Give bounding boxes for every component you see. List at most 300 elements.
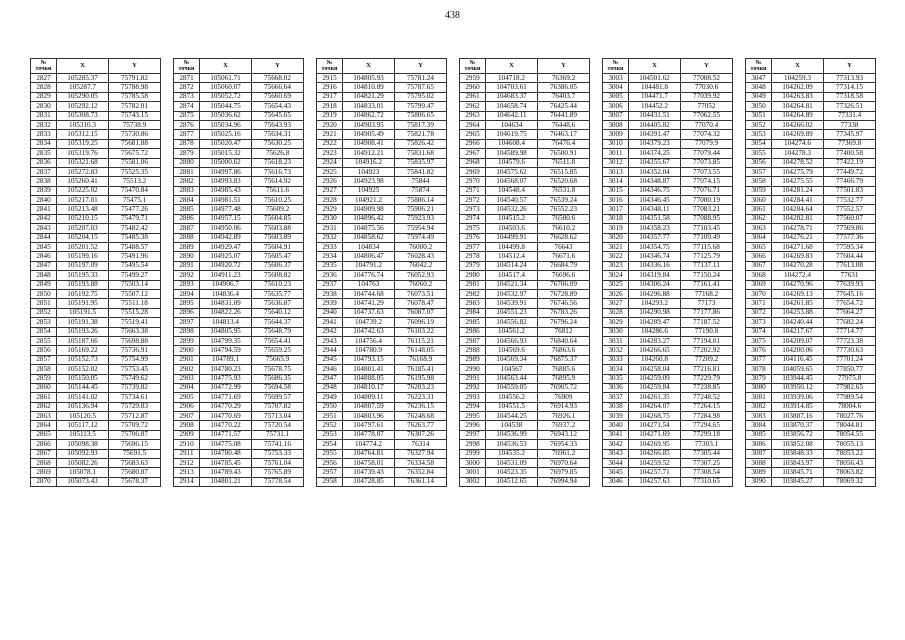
header-num-symbol: № (469, 59, 476, 66)
table-row (174, 158, 304, 167)
point-number-cell: 3088 (746, 459, 772, 468)
y-coordinate-cell: 75713.04 (252, 412, 304, 421)
point-number-cell: 2991 (460, 374, 486, 383)
point-number-cell: 2915 (317, 74, 343, 83)
table-row (31, 158, 161, 167)
y-coordinate-cell: 76476.4 (538, 139, 590, 148)
point-number-cell: 2963 (460, 111, 486, 120)
x-coordinate-cell: 105152.02 (57, 365, 109, 374)
table-row (31, 83, 161, 92)
point-number-cell: 2945 (317, 355, 343, 364)
x-coordinate-cell: 104756.4 (343, 336, 395, 345)
y-coordinate-cell: 75709.72 (109, 421, 161, 430)
point-number-cell: 2908 (174, 421, 200, 430)
x-coordinate-cell: 104775.93 (200, 374, 252, 383)
y-coordinate-cell: 75515.28 (109, 308, 161, 317)
table-row (746, 111, 876, 120)
table-row (174, 139, 304, 148)
table-row (603, 477, 733, 486)
point-number-cell: 3044 (603, 459, 629, 468)
table-row (317, 92, 447, 101)
table-row (460, 336, 590, 345)
table-row (746, 299, 876, 308)
table-row (31, 402, 161, 411)
table-row (31, 92, 161, 101)
x-coordinate-cell: 104272.4 (772, 271, 824, 280)
x-coordinate-cell: 104271.69 (629, 430, 681, 439)
x-coordinate-cell: 104809.11 (343, 393, 395, 402)
table-row (746, 440, 876, 449)
point-number-cell: 3029 (603, 318, 629, 327)
table-row (317, 393, 447, 402)
table-row (317, 139, 447, 148)
x-coordinate-cell: 104785.45 (200, 459, 252, 468)
point-number-cell: 2833 (31, 130, 57, 139)
y-coordinate-cell: 75648.79 (252, 327, 304, 336)
table-row (746, 280, 876, 289)
point-number-cell: 2956 (317, 459, 343, 468)
y-coordinate-cell: 76352.84 (395, 468, 447, 477)
point-number-cell: 3057 (746, 167, 772, 176)
table-row (460, 111, 590, 120)
coordinate-table (459, 58, 590, 487)
point-number-cell: 2844 (31, 233, 57, 242)
table-row (746, 383, 876, 392)
point-number-cell: 2953 (317, 430, 343, 439)
y-coordinate-cell: 76905.72 (538, 383, 590, 392)
x-coordinate-cell: 104535.2 (486, 449, 538, 458)
table-row (603, 449, 733, 458)
y-coordinate-cell: 77177.86 (681, 308, 733, 317)
coordinate-tables (30, 58, 876, 626)
point-number-cell: 2967 (460, 149, 486, 158)
point-number-cell: 2938 (317, 289, 343, 298)
table-row (317, 83, 447, 92)
x-coordinate-cell: 103843.97 (772, 459, 824, 468)
y-coordinate-cell: 77173 (681, 299, 733, 308)
y-coordinate-cell: 75511.18 (109, 299, 161, 308)
point-number-cell: 3049 (746, 92, 772, 101)
table-row (31, 120, 161, 129)
x-coordinate-cell: 104563.44 (486, 374, 538, 383)
y-coordinate-cell: 77552.57 (824, 205, 876, 214)
point-number-cell: 2990 (460, 365, 486, 374)
table-row (460, 224, 590, 233)
table-row (317, 224, 447, 233)
header-num-symbol: № (612, 59, 619, 66)
point-number-cell: 2994 (460, 402, 486, 411)
x-coordinate-cell: 105210.15 (57, 214, 109, 223)
x-coordinate-cell: 104579.6 (486, 158, 538, 167)
point-number-cell: 2983 (460, 299, 486, 308)
table-row (317, 74, 447, 83)
table-row (746, 318, 876, 327)
x-coordinate-cell: 104501.62 (629, 74, 681, 83)
y-coordinate-cell: 77645.16 (824, 289, 876, 298)
table-row (174, 393, 304, 402)
table-row (317, 440, 447, 449)
x-coordinate-cell: 105000.62 (200, 158, 252, 167)
point-number-cell: 3074 (746, 327, 772, 336)
x-coordinate-cell: 104807.59 (343, 402, 395, 411)
point-number-cell: 2936 (317, 271, 343, 280)
point-number-cell: 2946 (317, 365, 343, 374)
x-coordinate-cell: 104269.83 (772, 252, 824, 261)
point-number-cell: 2930 (317, 214, 343, 223)
x-coordinate-cell: 104739.43 (343, 468, 395, 477)
x-coordinate-cell: 104776.74 (343, 271, 395, 280)
y-coordinate-cell: 75699.57 (252, 393, 304, 402)
x-coordinate-cell: 104264.81 (772, 102, 824, 111)
x-coordinate-cell: 104512.4 (486, 252, 538, 261)
x-coordinate-cell: 104240.44 (772, 318, 824, 327)
table-row (174, 271, 304, 280)
point-number-cell: 2902 (174, 365, 200, 374)
y-coordinate-cell: 75738.9 (109, 120, 161, 129)
y-coordinate-cell: 76943.12 (538, 430, 590, 439)
table-row (460, 271, 590, 280)
table-row (746, 74, 876, 83)
y-coordinate-cell: 75835.97 (395, 158, 447, 167)
point-number-cell: 3050 (746, 102, 772, 111)
y-coordinate-cell: 75826.42 (395, 139, 447, 148)
point-number-cell: 3041 (603, 430, 629, 439)
x-coordinate-cell: 103887.16 (772, 412, 824, 421)
table-row (603, 233, 733, 242)
x-coordinate-cell: 104923.98 (343, 177, 395, 186)
table-row (31, 308, 161, 317)
y-coordinate-cell: 76863.6 (538, 346, 590, 355)
y-coordinate-cell: 75666.64 (252, 83, 304, 92)
table-row (174, 318, 304, 327)
point-number-cell: 2877 (174, 130, 200, 139)
table-row (603, 177, 733, 186)
x-coordinate-cell: 104271.54 (629, 421, 681, 430)
point-number-cell: 2851 (31, 299, 57, 308)
y-coordinate-cell: 75482.42 (109, 224, 161, 233)
y-coordinate-cell: 75778.54 (252, 477, 304, 486)
table-header-row (317, 59, 447, 74)
y-coordinate-cell: 75678.75 (252, 365, 304, 374)
header-num-symbol: № (183, 59, 190, 66)
x-coordinate-cell: 105213.48 (57, 205, 109, 214)
table-row (603, 252, 733, 261)
point-number-cell: 3030 (603, 327, 629, 336)
y-coordinate-cell: 76441.89 (538, 111, 590, 120)
table-header-row (746, 59, 876, 74)
point-number-cell: 3027 (603, 299, 629, 308)
y-coordinate-cell: 75874 (395, 186, 447, 195)
point-number-cell: 3085 (746, 430, 772, 439)
x-coordinate-cell: 104431.51 (629, 111, 681, 120)
y-header: Y (824, 59, 876, 74)
point-number-cell: 3038 (603, 402, 629, 411)
x-coordinate-cell: 104551.5 (486, 402, 538, 411)
point-number-cell: 2984 (460, 308, 486, 317)
table-row (317, 402, 447, 411)
point-number-cell: 2993 (460, 393, 486, 402)
table-row (746, 120, 876, 129)
y-coordinate-cell: 76168.9 (395, 355, 447, 364)
point-number-cell: 3025 (603, 280, 629, 289)
table-row (603, 299, 733, 308)
x-coordinate-cell: 104794.59 (200, 346, 252, 355)
y-coordinate-cell: 75696.15 (109, 440, 161, 449)
point-number-header (603, 59, 629, 74)
x-coordinate-cell: 104289.47 (629, 318, 681, 327)
table-row (31, 280, 161, 289)
table-header-row (174, 59, 304, 74)
x-coordinate-cell: 104813.4 (200, 318, 252, 327)
y-coordinate-cell: 76684.79 (538, 261, 590, 270)
x-coordinate-cell: 104405.82 (629, 120, 681, 129)
table-row (460, 430, 590, 439)
x-coordinate-cell: 104921.2 (343, 196, 395, 205)
point-number-cell: 3003 (603, 74, 629, 83)
x-coordinate-cell: 104925.07 (200, 252, 252, 261)
table-row (174, 233, 304, 242)
x-coordinate-cell: 104512.65 (486, 477, 538, 486)
y-coordinate-cell: 75675.72 (109, 149, 161, 158)
x-coordinate-cell: 105117.12 (57, 421, 109, 430)
x-coordinate-cell: 104801.41 (343, 365, 395, 374)
table-row (174, 430, 304, 439)
x-coordinate-cell: 104374.25 (629, 149, 681, 158)
table-row (603, 158, 733, 167)
y-coordinate-cell: 75644.37 (252, 318, 304, 327)
table-row (31, 205, 161, 214)
table-row (746, 186, 876, 195)
x-coordinate-cell: 105285.37 (57, 74, 109, 83)
y-coordinate-cell: 77202.92 (681, 346, 733, 355)
point-number-cell: 3069 (746, 280, 772, 289)
y-coordinate-cell: 76926.1 (538, 412, 590, 421)
y-coordinate-cell: 75603.88 (252, 224, 304, 233)
x-coordinate-cell: 105052.72 (200, 92, 252, 101)
point-number-cell: 2858 (31, 365, 57, 374)
x-coordinate-cell: 104259.09 (629, 374, 681, 383)
x-coordinate-cell: 104379.23 (629, 139, 681, 148)
table-row (746, 167, 876, 176)
y-coordinate-cell: 77161.41 (681, 280, 733, 289)
point-number-cell: 2884 (174, 196, 200, 205)
table-row (603, 468, 733, 477)
x-coordinate-cell: 104293.2 (629, 299, 681, 308)
y-coordinate-cell: 77654.72 (824, 299, 876, 308)
point-number-cell: 2980 (460, 271, 486, 280)
x-coordinate-cell: 104259.84 (629, 383, 681, 392)
x-coordinate-cell: 104503.6 (486, 224, 538, 233)
point-number-cell: 3017 (603, 205, 629, 214)
x-coordinate-cell: 105201.52 (57, 243, 109, 252)
point-number-cell: 3066 (746, 252, 772, 261)
table-row (31, 252, 161, 261)
x-coordinate-cell: 104515.2 (486, 214, 538, 223)
x-coordinate-cell: 105098.38 (57, 440, 109, 449)
point-number-cell: 2860 (31, 383, 57, 392)
y-coordinate-cell: 78056.43 (824, 459, 876, 468)
x-coordinate-cell: 104266.85 (629, 449, 681, 458)
point-number-cell: 2957 (317, 468, 343, 477)
x-coordinate-cell: 104831.09 (200, 299, 252, 308)
point-number-cell: 2832 (31, 120, 57, 129)
x-coordinate-cell: 104929.47 (200, 243, 252, 252)
point-number-cell: 3084 (746, 421, 772, 430)
table-row (460, 449, 590, 458)
x-coordinate-cell: 105197.09 (57, 261, 109, 270)
y-coordinate-cell: 77326.51 (824, 102, 876, 111)
y-coordinate-cell: 76812 (538, 327, 590, 336)
y-header: Y (109, 59, 161, 74)
point-number-cell: 2875 (174, 111, 200, 120)
table-row (317, 233, 447, 242)
x-coordinate-cell: 105136.94 (57, 402, 109, 411)
y-coordinate-cell: 77080.19 (681, 196, 733, 205)
x-coordinate-cell: 104909.98 (343, 205, 395, 214)
x-coordinate-cell: 105015.32 (200, 149, 252, 158)
point-number-cell: 3045 (603, 468, 629, 477)
table-row (174, 186, 304, 195)
table-row (603, 289, 733, 298)
point-number-cell: 2871 (174, 74, 200, 83)
x-coordinate-cell: 104336.16 (629, 261, 681, 270)
table-row (603, 393, 733, 402)
point-number-cell: 3007 (603, 111, 629, 120)
point-number-cell: 2854 (31, 327, 57, 336)
table-row (317, 449, 447, 458)
y-coordinate-cell: 75654.41 (252, 336, 304, 345)
table-row (174, 167, 304, 176)
y-coordinate-cell: 77216.81 (681, 365, 733, 374)
y-coordinate-cell: 75665.9 (252, 355, 304, 364)
x-coordinate-cell: 105272.83 (57, 167, 109, 176)
x-coordinate-cell: 104452.2 (629, 102, 681, 111)
x-coordinate-cell: 104257.71 (629, 468, 681, 477)
point-number-header (174, 59, 200, 74)
point-number-cell: 2931 (317, 224, 343, 233)
y-coordinate-cell: 76361.14 (395, 477, 447, 486)
point-number-cell: 3067 (746, 261, 772, 270)
y-coordinate-cell: 75739.82 (109, 383, 161, 392)
point-number-cell: 2987 (460, 336, 486, 345)
y-coordinate-cell: 75707.82 (252, 402, 304, 411)
point-number-cell: 3002 (460, 477, 486, 486)
y-coordinate-cell: 75616.73 (252, 167, 304, 176)
point-number-cell: 3014 (603, 177, 629, 186)
y-coordinate-cell: 76087.07 (395, 308, 447, 317)
y-coordinate-cell: 77083.21 (681, 205, 733, 214)
y-coordinate-cell: 77595.34 (824, 243, 876, 252)
x-coordinate-cell: 104778.87 (343, 430, 395, 439)
point-number-cell: 2900 (174, 346, 200, 355)
table-row (174, 289, 304, 298)
table-row (746, 83, 876, 92)
table-row (31, 449, 161, 458)
y-coordinate-cell: 77229.79 (681, 374, 733, 383)
x-coordinate-cell: 104683.37 (486, 92, 538, 101)
x-coordinate-cell: 105204.15 (57, 233, 109, 242)
table-row (746, 365, 876, 374)
y-coordinate-cell: 76909 (538, 393, 590, 402)
y-coordinate-cell: 77308.54 (681, 468, 733, 477)
y-coordinate-cell: 75906.21 (395, 205, 447, 214)
table-row (31, 459, 161, 468)
x-coordinate-cell: 104296.88 (629, 289, 681, 298)
x-coordinate-cell: 105312.15 (57, 130, 109, 139)
x-coordinate-cell: 105191.5 (57, 308, 109, 317)
y-coordinate-cell: 77400.58 (824, 149, 876, 158)
table-row (174, 205, 304, 214)
y-coordinate-cell: 75761.04 (252, 459, 304, 468)
y-coordinate-cell: 77604.44 (824, 252, 876, 261)
point-number-cell: 3060 (746, 196, 772, 205)
y-coordinate-cell: 77070.4 (681, 120, 733, 129)
x-coordinate-cell: 104742.63 (343, 327, 395, 336)
x-coordinate-cell: 105082.26 (57, 459, 109, 468)
point-number-cell: 3021 (603, 243, 629, 252)
point-number-cell: 2976 (460, 233, 486, 242)
y-coordinate-cell: 75799.47 (395, 102, 447, 111)
point-number-cell: 2928 (317, 196, 343, 205)
y-coordinate-cell: 77369.8 (824, 139, 876, 148)
point-number-cell: 2873 (174, 92, 200, 101)
x-coordinate-cell: 104257.63 (629, 477, 681, 486)
point-number-cell: 3001 (460, 468, 486, 477)
y-coordinate-cell: 76840.64 (538, 336, 590, 345)
x-coordinate-cell: 104789.1 (200, 355, 252, 364)
point-number-cell: 2913 (174, 468, 200, 477)
y-coordinate-cell: 77501.83 (824, 186, 876, 195)
table-row (174, 421, 304, 430)
y-coordinate-cell: 76500.91 (538, 149, 590, 158)
point-number-cell: 2968 (460, 158, 486, 167)
x-coordinate-cell: 104319.84 (629, 271, 681, 280)
point-number-cell: 2899 (174, 336, 200, 345)
x-coordinate-cell: 104981.51 (200, 196, 252, 205)
table-row (31, 365, 161, 374)
point-number-cell: 2960 (460, 83, 486, 92)
table-header-row (603, 59, 733, 74)
x-coordinate-cell: 105141.02 (57, 393, 109, 402)
point-number-cell: 2843 (31, 224, 57, 233)
point-number-cell: 2918 (317, 102, 343, 111)
table-row (746, 468, 876, 477)
point-number-cell: 3032 (603, 346, 629, 355)
y-coordinate-cell: 75519.41 (109, 318, 161, 327)
table-row (174, 402, 304, 411)
point-number-cell: 2914 (174, 477, 200, 486)
table-row (31, 421, 161, 430)
table-row (746, 261, 876, 270)
x-coordinate-cell: 104278.3 (772, 149, 824, 158)
table-header-row (460, 59, 590, 74)
table-row (746, 477, 876, 486)
table-row (31, 167, 161, 176)
point-number-cell: 3018 (603, 214, 629, 223)
y-coordinate-cell: 78054.55 (824, 430, 876, 439)
y-coordinate-cell: 76307.26 (395, 430, 447, 439)
table-row (174, 440, 304, 449)
table-row (317, 355, 447, 364)
table-row (460, 243, 590, 252)
table-row (603, 111, 733, 120)
x-coordinate-cell: 105319.25 (57, 139, 109, 148)
y-coordinate-cell: 77150.24 (681, 271, 733, 280)
x-coordinate-cell: 104559.05 (486, 383, 538, 392)
point-number-cell: 2949 (317, 393, 343, 402)
point-number-cell: 3037 (603, 393, 629, 402)
x-coordinate-cell: 103939.06 (772, 393, 824, 402)
